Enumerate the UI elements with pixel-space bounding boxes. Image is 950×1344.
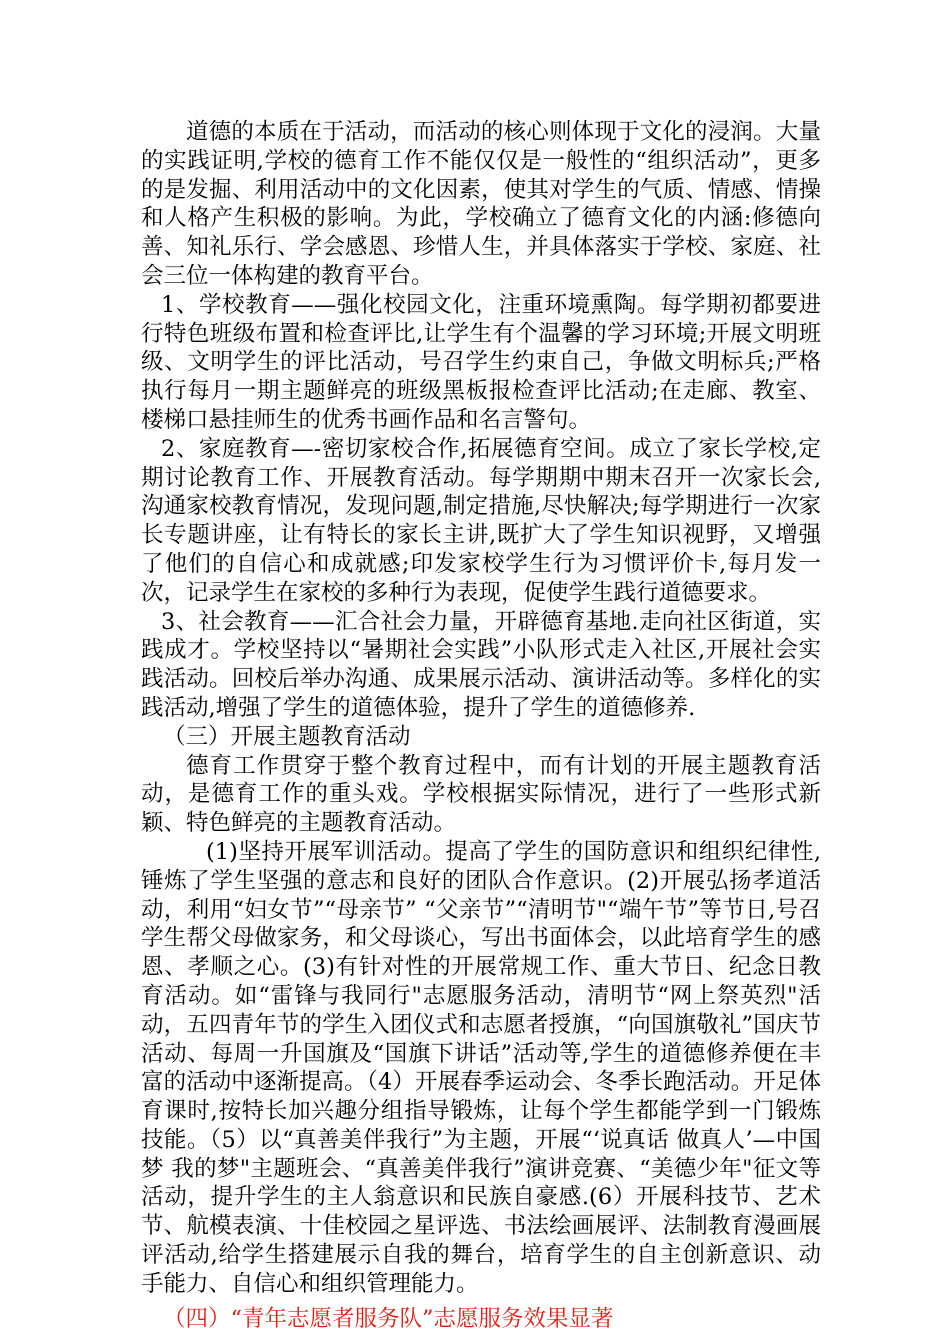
document-page	[141, 118, 821, 1333]
family-education-paragraph: 2、家庭教育—-密切家校合作,拓展德育空间。成立了家长学校,定期讨论教育工作、开展教育活动。每学期期中期末召开一次家长会,沟通家校教育情况，发现问题,制定措施,尽快解决;每学期进行一次家长专题讲座，让有特长的家长主讲,既扩大了学生知识视野，又增强了他们的自信心和成就感;印发家校学生行为习惯评价卡,每月发一次，记录学生在家校的多种行为表现，促使学生践行道德要求。	[141, 435, 821, 606]
section-3-heading: （三）开展主题教育活动	[163, 723, 411, 750]
intro-paragraph: 道德的本质在于活动，而活动的核心则体现于文化的浸润。大量的实践证明,学校的德育工作不能仅仅是一般性的“组织活动”，更多的是发掘、利用活动中的文化因素，使其对学生的气质、情感、情操和人格产生积极的影响。为此，学校确立了德育文化的内涵:修德向善、知礼乐行、学会感恩、珍惜人生，并具体落实于学校、家庭、社会三位一体构建的教育平台。	[141, 119, 821, 289]
school-education-paragraph: 1、学校教育——强化校园文化，注重环境熏陶。每学期初都要进行特色班级布置和检查评比,让学生有个温馨的学习环境;开展文明班级、文明学生的评比活动，号召学生约束自己，争做文明标兵;严格执行每月一期主题鲜亮的班级黑板报检查评比活动;在走廊、教室、楼梯口悬挂师生的优秀书画作品和名言警句。	[141, 291, 821, 433]
section-4-heading: （四）“青年志愿者服务队”志愿服务效果显著	[163, 1305, 614, 1332]
section-3-intro-paragraph: 德育工作贯穿于整个教育过程中，而有计划的开展主题教育活动，是德育工作的重头戏。学校根据实际情况，进行了一些形式新颖、特色鲜亮的主题教育活动。	[141, 752, 821, 837]
social-education-paragraph: 3、社会教育——汇合社会力量，开辟德育基地.走向社区街道，实践成才。学校坚持以“暑期社会实践”小队形式走入社区,开展社会实践活动。回校后举办沟通、成果展示活动、演讲活动等。多样化的实践活动,增强了学生的道德体验，提升了学生的道德修养.	[141, 608, 821, 721]
section-3-activities-paragraph: (1)坚持开展军训活动。提高了学生的国防意识和组织纪律性,锤炼了学生坚强的意志和良好的团队合作意识。(2)开展弘扬孝道活动，利用“妇女节”“母亲节” “父亲节”“清明节"“端午节”等节日,号召学生帮父母做家务，和父母谈心，写出书面体会，以此培育学生的感恩、孝顺之心。(3)有针对性的开展常规工作、重大节日、纪念日教育活动。如“雷锋与我同行"志愿服务活动，清明节“网上祭英烈"活动，五四青年节的学生入团仪式和志愿者授旗，“向国旗敬礼”国庆节活动、每周一升国旗及“国旗下讲话”活动等,学生的道德修养便在丰富的活动中逐渐提高。（4）开展春季运动会、冬季长跑活动。开足体育课时,按特长加兴趣分组指导锻炼，让每个学生都能学到一门锻炼技能。（5）以“真善美伴我行”为主题，开展“‘说真话 做真人’—中国梦 我的梦"主题班会、“真善美伴我行”演讲竞赛、“美德少年"征文等活动，提升学生的主人翁意识和民族自豪感.(6）开展科技节、艺术节、航模表演、十佳校园之星评选、书法绘画展评、法制教育漫画展评活动,给学生搭建展示自我的舞台，培育学生的自主创新意识、动手能力、自信心和组织管理能力。	[141, 838, 821, 1297]
